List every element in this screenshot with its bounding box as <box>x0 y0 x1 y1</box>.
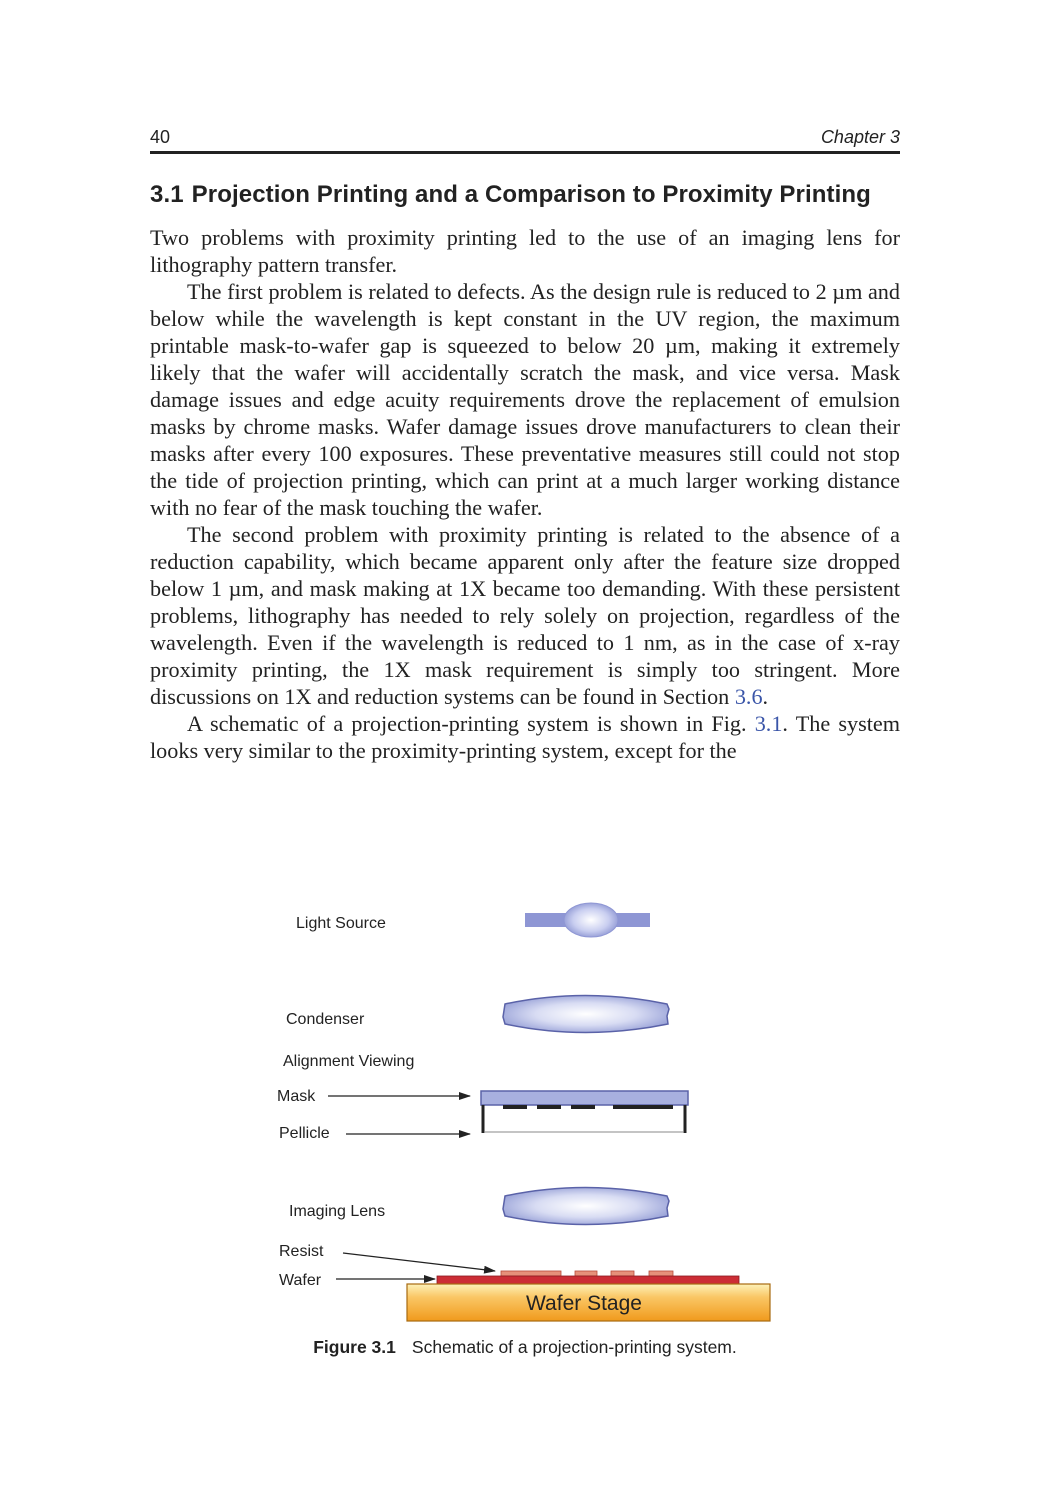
resist-pattern <box>501 1271 673 1276</box>
resist-label: Resist <box>279 1243 324 1260</box>
pellicle-label: Pellicle <box>279 1125 330 1142</box>
paragraph-text: . <box>762 684 769 709</box>
imaging-lens <box>503 1188 669 1225</box>
projection-printing-schematic <box>273 898 773 1328</box>
chapter-label: Chapter 3 <box>820 127 900 147</box>
resist-arrow <box>343 1253 495 1271</box>
paragraph-text: A schematic of a projection-printing system is shown in Fig. <box>187 711 755 736</box>
figure-link[interactable]: 3.1 <box>754 711 783 736</box>
figure-caption-text: Schematic of a projection-printing system. <box>411 1337 737 1357</box>
running-head <box>150 125 900 151</box>
paragraph-text: The second problem with proximity printing is related to the absence of a reduction capability, which became apparent only after the feature size dropped below 1 µm, and mask making at 1X became too demanding. With these persistent problems, lithography has needed to rely solely on projection, regardless of the wavelength. Even if the wavelength is reduced to 1 nm, as in the case of x-ray proximity printing, the 1X mask requirement is simply too stringent. More discussions on 1X and reduction systems can be found in Section <box>150 522 900 709</box>
section-title: Projection Printing and a Comparison to Proximity Printing <box>191 181 871 208</box>
light-source-lamp <box>525 903 650 937</box>
mask-assembly <box>481 1091 688 1133</box>
paragraph: The first problem is related to defects. As the design rule is reduced to 2 µm and below while the wavelength is kept constant in the UV region, the maximum printable mask-to-wafer gap is squeezed to below 20 µm, making it extremely likely that the wafer will accidentally scratch the mask, and vice versa. Mask damage issues and edge acuity requirements drove the replacement of emulsion masks by chrome masks. Wafer damage issues drove manufacturers to clean their masks after every 100 exposures. These preventative measures still could not stop the tide of projection printing, which can print at a much larger working distance with no fear of the mask touching the wafer. <box>150 279 900 520</box>
figure-caption <box>150 1337 900 1358</box>
condenser-label: Condenser <box>286 1011 365 1028</box>
light-source-label: Light Source <box>296 915 386 932</box>
alignment-viewing-label: Alignment Viewing <box>283 1053 415 1070</box>
section-heading <box>150 181 910 209</box>
imaging-lens-label: Imaging Lens <box>289 1203 386 1220</box>
header-rule <box>150 151 900 154</box>
wafer <box>437 1276 739 1284</box>
wafer-stage-label: Wafer Stage <box>526 1292 642 1315</box>
figure-caption-label: Figure 3.1 <box>313 1337 396 1357</box>
page-number: 40 <box>150 127 171 147</box>
section-link[interactable]: 3.6 <box>734 684 763 709</box>
paragraph: Two problems with proximity printing led to the use of an imaging lens for lithography pattern transfer. <box>150 225 900 277</box>
mask-label: Mask <box>277 1088 316 1105</box>
paragraph <box>150 521 900 710</box>
paragraph <box>150 710 900 764</box>
body-text <box>150 224 900 764</box>
wafer-label: Wafer <box>279 1272 322 1289</box>
condenser-lens <box>503 996 669 1033</box>
section-number: 3.1 <box>150 181 184 208</box>
paragraph-text: . The system looks very similar to the proximity-printing system, except for the <box>150 711 900 763</box>
